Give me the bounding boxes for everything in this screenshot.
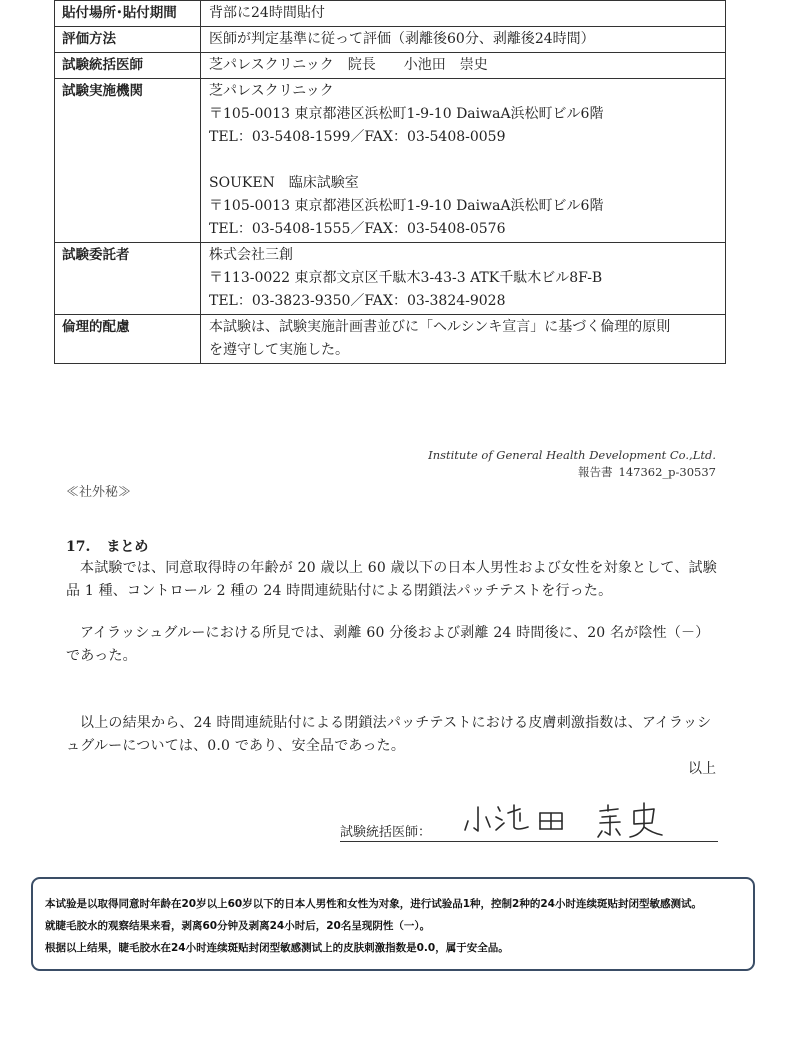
row-value-line: 〒113-0022 東京都文京区千駄木3-43-3 ATK千駄木ビル8F-B <box>209 270 603 286</box>
row-value-line: TEL：03-5408-1599／FAX：03-5408-0059 <box>209 129 506 145</box>
row-value-line: を遵守して実施した。 <box>209 342 349 358</box>
row-label: 評価方法 <box>55 27 201 53</box>
row-value <box>201 53 726 79</box>
chinese-summary-box <box>31 877 755 971</box>
row-value-line: TEL：03-3823-9350／FAX：03-3824-9028 <box>209 293 506 309</box>
row-label: 試験実施機関 <box>55 79 201 243</box>
row-value <box>201 27 726 53</box>
row-value-line: 本試験は、試験実施計画書並びに「ヘルシンキ宣言」に基づく倫理的原則 <box>209 319 671 335</box>
report-number-line <box>572 464 716 480</box>
row-label: 試験統括医師 <box>55 53 201 79</box>
row-value <box>201 79 726 243</box>
table-row <box>55 79 726 243</box>
row-value-line: 株式会社三創 <box>209 247 293 263</box>
row-value-line: 芝パレスクリニック 院長 小池田 崇史 <box>209 57 488 73</box>
table-row <box>55 1 726 27</box>
row-value-line <box>209 149 717 172</box>
table-row <box>55 27 726 53</box>
table-row <box>55 53 726 79</box>
table-row <box>55 243 726 315</box>
summary-paragraph-3 <box>66 712 718 758</box>
table-row <box>55 315 726 364</box>
study-info-table <box>54 0 726 364</box>
note-line-1: 本试验是以取得同意时年龄在20岁以上60岁以下的日本人男性和女性为对象，进行试验品1种，控制2种的24小时连续斑贴封闭型敏感测试。 <box>45 898 702 910</box>
row-label: 試験委託者 <box>55 243 201 315</box>
section-number: 17. <box>66 539 91 555</box>
row-value-line: 背部に24時間貼付 <box>209 5 325 21</box>
company-name: Institute of General Health Development Co.,Ltd. <box>428 448 716 462</box>
row-value-line: 〒105-0013 東京都港区浜松町1-9-10 DaiwaA浜松町ビル6階 <box>209 198 604 214</box>
row-value-line: 芝パレスクリニック <box>209 83 334 99</box>
summary-paragraph-1 <box>66 557 718 603</box>
paragraph-text: アイラッシュグルーにおける所見では、剥離 60 分後および剥離 24 時間後に、20 名が陰性（－）であった。 <box>66 625 710 664</box>
row-value <box>201 243 726 315</box>
note-line-3: 根据以上结果，睫毛胶水在24小时连续斑贴封闭型敏感测试上的皮肤刺激指数是0.0，属于安全品。 <box>45 942 509 954</box>
report-label: 報告書 <box>578 465 613 479</box>
row-value-line: TEL：03-5408-1555／FAX：03-5408-0576 <box>209 221 506 237</box>
handwritten-signature <box>458 797 708 841</box>
row-value <box>201 1 726 27</box>
paragraph-text: 本試験では、同意取得時の年齢が 20 歳以上 60 歳以下の日本人男性および女性を対象として、試験品 1 種、コントロール 2 種の 24 時間連続貼付による閉鎖法パッチテストを行った。 <box>66 560 717 599</box>
row-value-line: 医師が判定基準に従って評価（剥離後60分、剥離後24時間） <box>209 31 595 47</box>
paragraph-text: 以上の結果から、24 時間連続貼付による閉鎖法パッチテストにおける皮膚刺激指数は、アイラッシュグルーについては、0.0 であり、安全品であった。 <box>66 715 712 754</box>
signature-line <box>340 797 718 842</box>
section-title <box>66 536 148 556</box>
note-line-2: 就睫毛胶水的观察结果来看，剥离60分钟及剥离24小时后，20名呈现阴性（一）。 <box>45 920 431 932</box>
signature-label: 試験統括医師： <box>340 825 432 840</box>
row-label: 貼付場所･貼付期間 <box>55 1 201 27</box>
row-label: 倫理的配慮 <box>55 315 201 364</box>
section-heading: まとめ <box>106 539 149 555</box>
summary-paragraph-2 <box>66 622 718 668</box>
row-value-line: SOUKEN 臨床試験室 <box>209 175 359 191</box>
report-number: 147362_p-30537 <box>618 465 716 479</box>
confidential-mark: ≪社外秘≫ <box>66 485 132 500</box>
row-value-line: 〒105-0013 東京都港区浜松町1-9-10 DaiwaA浜松町ビル6階 <box>209 106 604 122</box>
row-value <box>201 315 726 364</box>
closing-mark: 以上 <box>688 761 716 777</box>
